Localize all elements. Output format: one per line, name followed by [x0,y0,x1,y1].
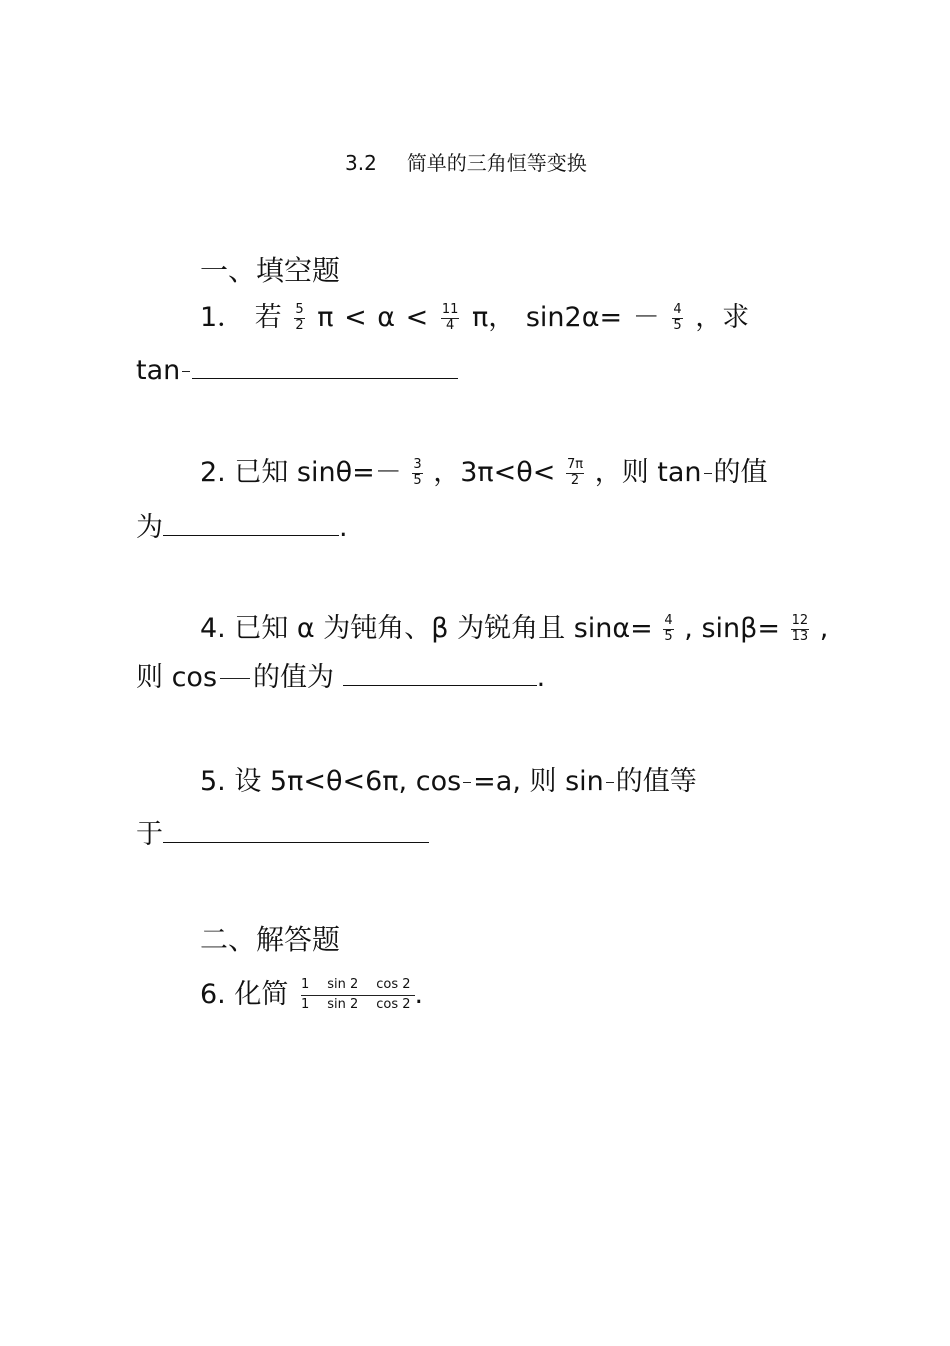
question-4-line-1: 4. 已知 α 为钝角、β 为锐角且 sinα= $\frac{4}{5}$ , sinβ= $\frac{12}{13}$ , [200,612,829,644]
fraction-bar [220,678,250,679]
question-1-line-1: 1． 若 $\frac{5}{2}$ π < α < $\frac{11}{4}$ π， sin2α= － $\frac{4}{5}$ ，求 [200,301,750,333]
section-heading-fill-in: 一、填空题 [200,254,341,287]
fraction-bar [704,473,712,474]
question-6: 6. 化简 1 sin 2 cos 2 1 sin 2 cos 2 . [200,976,423,1015]
question-2-line-1: 2. 已知 sinθ=－ $\frac{3}{5}$ ，3π<θ< $\frac{7\pi}{2}$ ，则 tan 的值 [200,456,768,488]
fraction: $\frac{12}{13}$ [791,613,809,644]
fraction: $\frac{11}{4}$ [441,302,459,333]
simplify-expression: 1 sin 2 cos 2 1 sin 2 cos 2 [301,976,415,1015]
fraction: $\frac{4}{5}$ [673,302,682,333]
question-5-line-2: 于 [136,820,429,848]
fraction-bar [606,782,614,783]
fraction-bar [463,782,471,783]
question-2-line-2: 为 . [136,512,348,543]
question-5-line-1: 5. 设 5π<θ<6π, cos =a, 则 sin 的值等 [200,766,697,797]
question-4-line-2: 则 cos 的值为 . [136,662,546,693]
fraction: $\frac{4}{5}$ [664,613,673,644]
fraction: $\frac{5}{2}$ [295,302,304,333]
section-number: 3.2 [345,151,377,175]
fraction: $\frac{3}{5}$ [413,457,422,488]
section-title: 简单的三角恒等变换 [406,151,587,175]
page-title [345,153,587,173]
answer-blank-2[interactable] [163,513,339,536]
answer-blank-1[interactable] [192,356,458,379]
section-heading-solve: 二、解答题 [200,923,341,956]
question-1-line-2: tan [136,356,458,384]
fraction: $\frac{7\pi}{2}$ [567,457,584,488]
answer-blank-5[interactable] [163,820,429,843]
fraction-bar [182,371,190,372]
answer-blank-4[interactable] [343,663,537,686]
